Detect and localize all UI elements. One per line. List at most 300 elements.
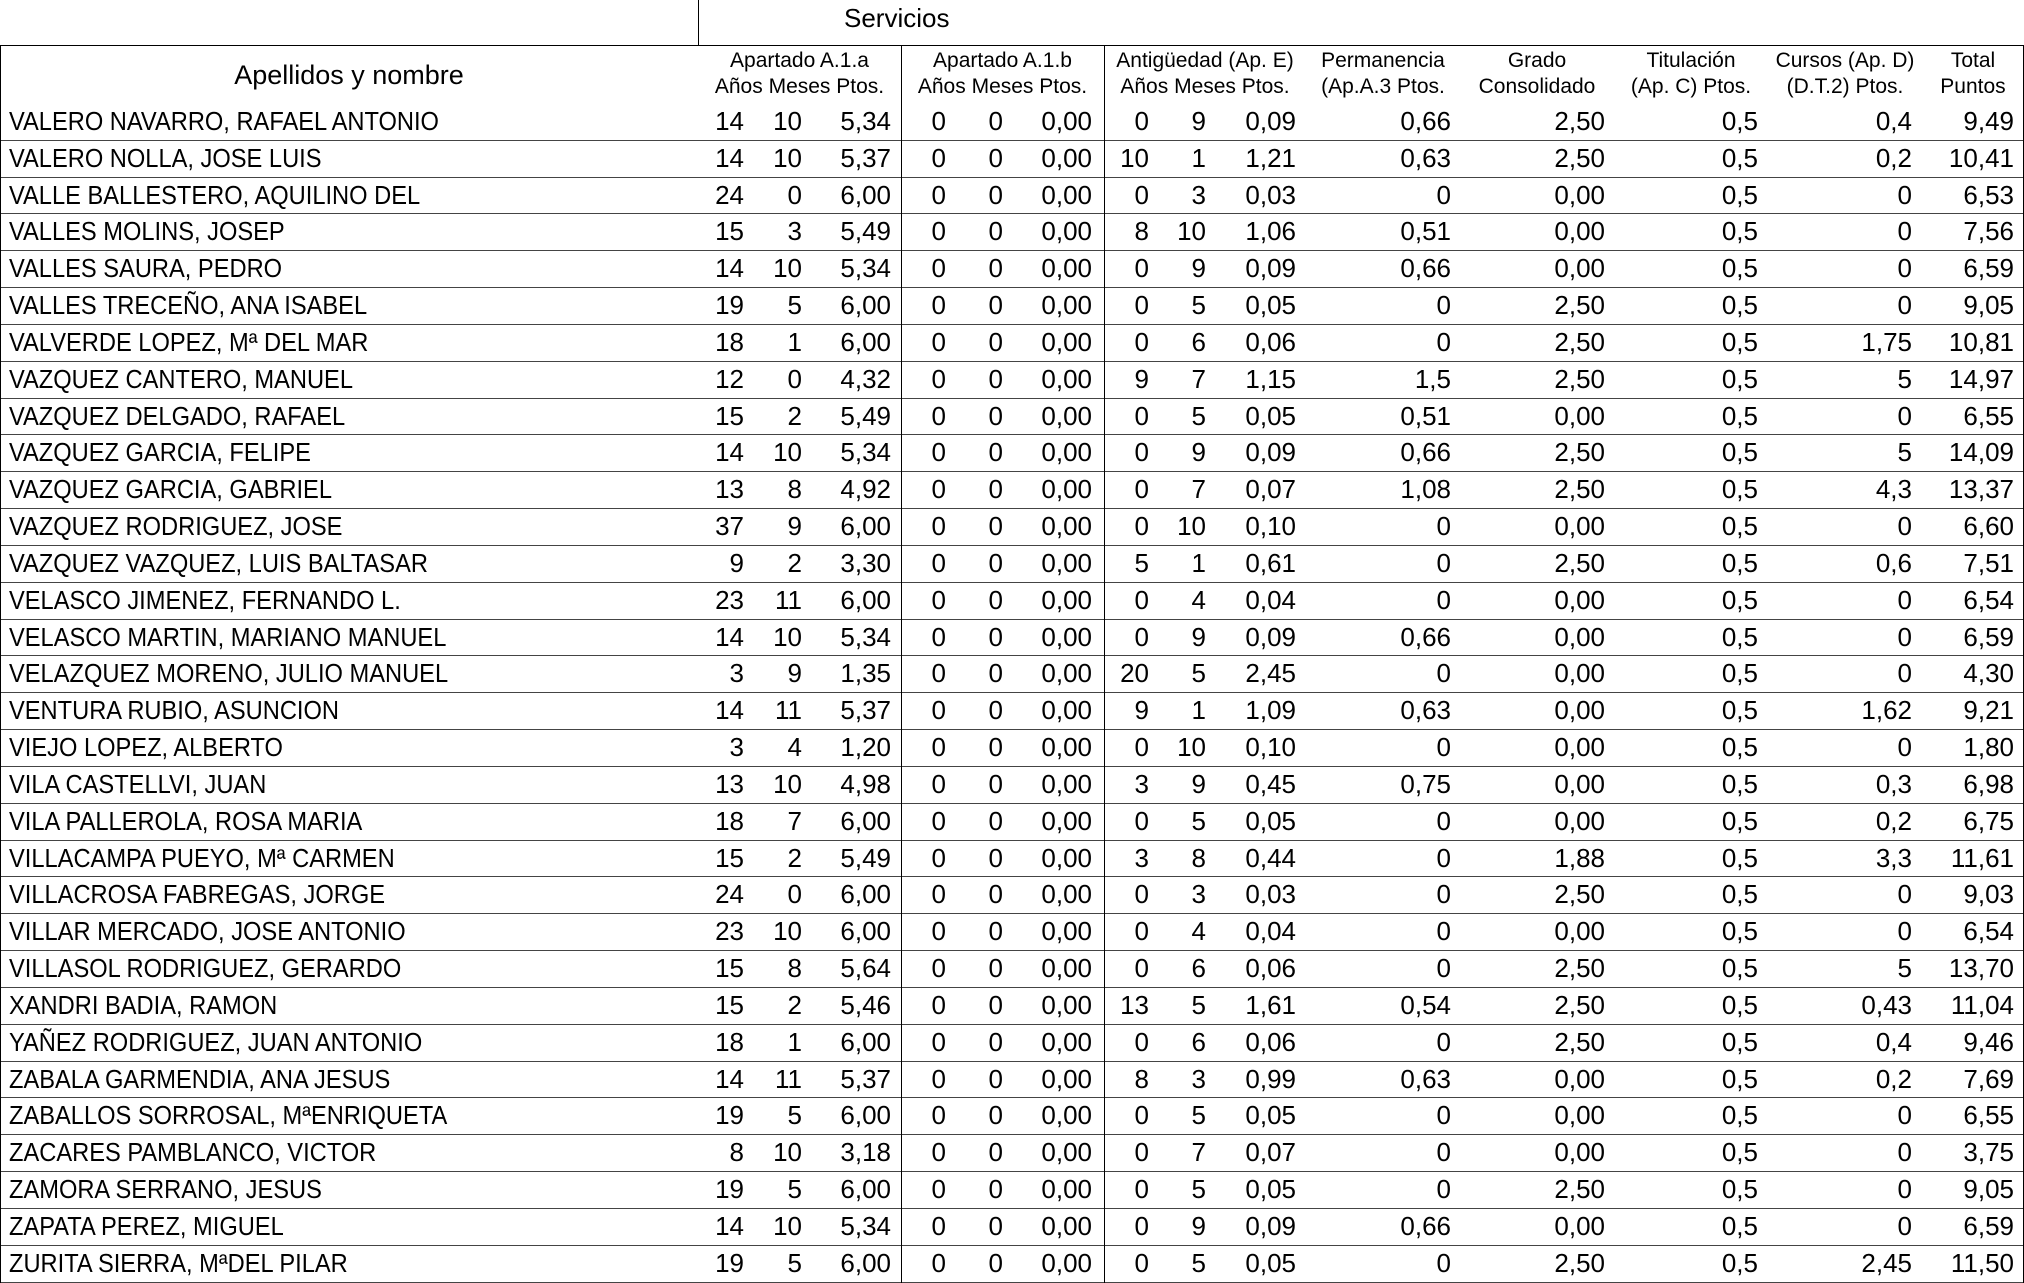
titulacion-cell: 0,5 [1721,1026,1758,1057]
a1a-ptos-cell: 6,00 [840,805,891,836]
antiguedad-ptos-cell: 0,06 [1245,953,1296,984]
a1a-anos-cell: 14 [715,437,744,468]
antiguedad-anos-cell: 0 [1134,1210,1149,1241]
a1a-anos-cell: 13 [715,474,744,505]
antiguedad-meses-cell: 6 [1191,953,1206,984]
table-row [0,914,2024,951]
antiguedad-meses-cell: 9 [1191,437,1206,468]
antiguedad-anos-cell: 9 [1134,695,1149,726]
cursos-cell: 0 [1897,621,1912,652]
name-cell [0,141,698,177]
grado-consolidado-cell: 2,50 [1554,953,1605,984]
permanencia-cell: 0,51 [1400,216,1451,247]
permanencia-cell: 0 [1436,584,1451,615]
total-puntos-cell: 7,56 [1963,216,2014,247]
antiguedad-meses-cell: 5 [1191,1174,1206,1205]
antiguedad-meses-cell: 1 [1191,547,1206,578]
permanencia-cell: 0,66 [1400,106,1451,136]
antiguedad-meses-cell: 8 [1191,842,1206,873]
antiguedad-anos-cell: 0 [1134,437,1149,468]
header-line2: Consolidado [1478,75,1596,98]
a1b-meses-cell: 0 [988,400,1003,431]
titulacion-cell: 0,5 [1721,695,1758,726]
a1a-anos-cell: 24 [715,879,744,910]
permanencia-cell: 0 [1436,805,1451,836]
person-name: YAÑEZ RODRIGUEZ, JUAN ANTONIO [9,1026,423,1057]
a1a-anos-cell: 15 [715,989,744,1020]
antiguedad-anos-cell: 0 [1134,400,1149,431]
a1b-meses-cell: 0 [988,1137,1003,1168]
antiguedad-meses-cell: 3 [1191,879,1206,910]
a1b-ptos-cell: 0,00 [1041,768,1092,799]
permanencia-cell: 0,66 [1400,437,1451,468]
a1b-anos-cell: 0 [931,1247,946,1278]
a1a-ptos-cell: 6,00 [840,290,891,321]
antiguedad-anos-cell: 13 [1120,989,1149,1020]
cursos-cell: 0,6 [1875,547,1912,578]
antiguedad-ptos-cell: 1,61 [1245,989,1296,1020]
a1b-ptos-cell: 0,00 [1041,363,1092,394]
grado-consolidado-cell: 0,00 [1554,1210,1605,1241]
a1b-ptos-cell: 0,00 [1041,1137,1092,1168]
a1b-meses-cell: 0 [988,106,1003,136]
antiguedad-ptos-cell: 0,05 [1245,1174,1296,1205]
a1a-meses-cell: 1 [787,1026,802,1057]
antiguedad-meses-cell: 10 [1177,216,1206,247]
permanencia-cell: 0,63 [1400,695,1451,726]
a1a-ptos-cell: 4,98 [840,768,891,799]
person-name: VAZQUEZ GARCIA, GABRIEL [9,474,332,505]
header-line2: Puntos [1940,75,2006,98]
a1a-meses-cell: 5 [787,290,802,321]
name-cell [0,546,698,582]
table-row [0,362,2024,399]
a1a-meses-cell: 5 [787,1174,802,1205]
name-cell [0,951,698,987]
grado-consolidado-cell: 0,00 [1554,1063,1605,1094]
table-row [0,509,2024,546]
cursos-cell: 5 [1897,437,1912,468]
titulacion-cell: 0,5 [1721,1247,1758,1278]
antiguedad-ptos-cell: 0,07 [1245,474,1296,505]
person-name: ZAPATA PEREZ, MIGUEL [9,1210,284,1241]
antiguedad-meses-cell: 3 [1191,179,1206,210]
a1b-meses-cell: 0 [988,511,1003,542]
a1b-meses-cell: 0 [988,1026,1003,1057]
a1a-meses-cell: 3 [787,216,802,247]
table-row [0,730,2024,767]
antiguedad-meses-cell: 9 [1191,106,1206,136]
cursos-cell: 0 [1897,179,1912,210]
table-row [0,767,2024,804]
a1a-meses-cell: 10 [773,1137,802,1168]
table-row [0,1062,2024,1099]
permanencia-cell: 0 [1436,1100,1451,1131]
a1a-anos-cell: 9 [729,547,744,578]
a1a-meses-cell: 5 [787,1247,802,1278]
grado-consolidado-cell: 2,50 [1554,326,1605,357]
a1a-ptos-cell: 5,49 [840,216,891,247]
a1b-meses-cell: 0 [988,1100,1003,1131]
a1b-ptos-cell: 0,00 [1041,621,1092,652]
table-row [0,546,2024,583]
table-row [0,1246,2024,1283]
name-cell [0,1098,698,1134]
cursos-cell: 0 [1897,216,1912,247]
a1b-meses-cell: 0 [988,584,1003,615]
antiguedad-anos-cell: 0 [1134,1100,1149,1131]
table-row [0,214,2024,251]
titulacion-cell: 0,5 [1721,1210,1758,1241]
table-row [0,1209,2024,1246]
a1b-ptos-cell: 0,00 [1041,953,1092,984]
person-name: VILLACROSA FABREGAS, JORGE [9,879,386,910]
antiguedad-meses-cell: 10 [1177,511,1206,542]
header-line1: Apartado A.1.b [933,49,1072,72]
a1a-meses-cell: 2 [787,989,802,1020]
antiguedad-ptos-cell: 0,05 [1245,805,1296,836]
a1a-anos-cell: 13 [715,768,744,799]
a1a-anos-cell: 8 [729,1137,744,1168]
name-cell [0,1246,698,1282]
section-label: Servicios [844,3,950,33]
permanencia-cell: 0 [1436,842,1451,873]
total-puntos-cell: 9,03 [1963,879,2014,910]
grado-consolidado-cell: 2,50 [1554,547,1605,578]
a1b-ptos-cell: 0,00 [1041,253,1092,284]
header-name-column: Apellidos y nombre [234,60,464,90]
person-name: VIEJO LOPEZ, ALBERTO [9,732,283,763]
a1a-anos-cell: 15 [715,842,744,873]
antiguedad-ptos-cell: 0,05 [1245,1100,1296,1131]
a1a-ptos-cell: 3,30 [840,547,891,578]
grado-consolidado-cell: 2,50 [1554,437,1605,468]
a1b-anos-cell: 0 [931,106,946,136]
permanencia-cell: 0,63 [1400,1063,1451,1094]
antiguedad-ptos-cell: 0,03 [1245,179,1296,210]
total-puntos-cell: 11,04 [1950,989,2014,1020]
person-name: XANDRI BADIA, RAMON [9,989,278,1020]
grado-consolidado-cell: 0,00 [1554,1137,1605,1168]
a1b-ptos-cell: 0,00 [1041,916,1092,947]
permanencia-cell: 1,08 [1400,474,1451,505]
cursos-cell: 5 [1897,363,1912,394]
table-left-border [0,46,1,1283]
name-cell [0,288,698,324]
titulacion-cell: 0,5 [1721,879,1758,910]
antiguedad-anos-cell: 0 [1134,805,1149,836]
a1b-ptos-cell: 0,00 [1041,216,1092,247]
antiguedad-ptos-cell: 1,21 [1245,142,1296,173]
a1a-anos-cell: 3 [729,658,744,689]
a1b-anos-cell: 0 [931,695,946,726]
cursos-cell: 5 [1897,953,1912,984]
antiguedad-anos-cell: 5 [1134,547,1149,578]
person-name: VALERO NAVARRO, RAFAEL ANTONIO [9,106,439,136]
a1a-anos-cell: 15 [715,216,744,247]
a1b-ptos-cell: 0,00 [1041,695,1092,726]
person-name: VILLAR MERCADO, JOSE ANTONIO [9,916,406,947]
a1a-ptos-cell: 4,92 [840,474,891,505]
a1b-meses-cell: 0 [988,253,1003,284]
header-line2: (Ap.A.3 Ptos. [1321,75,1445,98]
permanencia-cell: 0 [1436,658,1451,689]
a1a-ptos-cell: 6,00 [840,879,891,910]
grado-consolidado-cell: 2,50 [1554,363,1605,394]
name-cell [0,841,698,877]
name-cell [0,1172,698,1208]
table-row [0,1098,2024,1135]
a1a-meses-cell: 9 [787,658,802,689]
table-row [0,951,2024,988]
person-name: VELASCO MARTIN, MARIANO MANUEL [9,621,447,652]
a1a-anos-cell: 19 [715,290,744,321]
permanencia-cell: 0,54 [1400,989,1451,1020]
cursos-cell: 0 [1897,1100,1912,1131]
a1b-anos-cell: 0 [931,1137,946,1168]
total-puntos-cell: 6,54 [1963,916,2014,947]
titulacion-cell: 0,5 [1721,584,1758,615]
a1a-anos-cell: 19 [715,1174,744,1205]
a1a-anos-cell: 23 [715,916,744,947]
antiguedad-anos-cell: 0 [1134,290,1149,321]
column-divider-line [901,46,902,1283]
a1b-anos-cell: 0 [931,842,946,873]
person-name: VAZQUEZ DELGADO, RAFAEL [9,400,346,431]
a1a-anos-cell: 14 [715,621,744,652]
a1a-meses-cell: 10 [773,253,802,284]
antiguedad-ptos-cell: 0,61 [1245,547,1296,578]
header-line2: Años Meses Ptos. [1120,75,1290,98]
total-puntos-cell: 9,46 [1963,1026,2014,1057]
a1b-meses-cell: 0 [988,768,1003,799]
total-puntos-cell: 6,55 [1963,400,2014,431]
permanencia-cell: 0,66 [1400,1210,1451,1241]
a1a-ptos-cell: 1,35 [840,658,891,689]
a1b-anos-cell: 0 [931,658,946,689]
antiguedad-anos-cell: 8 [1134,1063,1149,1094]
table-row [0,472,2024,509]
total-puntos-cell: 9,21 [1963,695,2014,726]
person-name: VELASCO JIMENEZ, FERNANDO L. [9,584,401,615]
person-name: VALLES TRECEÑO, ANA ISABEL [9,290,368,321]
person-name: VENTURA RUBIO, ASUNCION [9,695,339,726]
total-puntos-cell: 14,97 [1948,363,2014,394]
permanencia-cell: 0 [1436,879,1451,910]
a1a-anos-cell: 15 [715,400,744,431]
header-apartado-a1a [698,46,901,104]
a1a-meses-cell: 10 [773,768,802,799]
header-grado-consolidado [1460,46,1614,104]
cursos-cell: 0 [1897,253,1912,284]
name-cell [0,1135,698,1171]
a1b-meses-cell: 0 [988,1063,1003,1094]
grado-consolidado-cell: 0,00 [1554,658,1605,689]
permanencia-cell: 0 [1436,1247,1451,1278]
header-line1: Total [1950,49,1996,72]
total-puntos-cell: 10,41 [1948,142,2014,173]
a1a-meses-cell: 0 [787,363,802,394]
grado-consolidado-cell: 0,00 [1554,732,1605,763]
a1a-meses-cell: 11 [775,584,802,615]
permanencia-cell: 0 [1436,732,1451,763]
a1b-ptos-cell: 0,00 [1041,1063,1092,1094]
antiguedad-meses-cell: 5 [1191,400,1206,431]
a1b-anos-cell: 0 [931,989,946,1020]
antiguedad-anos-cell: 20 [1120,658,1149,689]
antiguedad-anos-cell: 9 [1134,363,1149,394]
total-puntos-cell: 13,37 [1948,474,2014,505]
table-row [0,656,2024,693]
permanencia-cell: 0 [1436,1174,1451,1205]
grado-consolidado-cell: 0,00 [1554,216,1605,247]
a1b-ptos-cell: 0,00 [1041,142,1092,173]
table-row [0,104,2024,141]
a1a-meses-cell: 10 [773,1210,802,1241]
antiguedad-meses-cell: 5 [1191,1247,1206,1278]
a1a-ptos-cell: 5,46 [840,989,891,1020]
grado-consolidado-cell: 2,50 [1554,1174,1605,1205]
total-puntos-cell: 1,80 [1963,732,2014,763]
antiguedad-meses-cell: 6 [1191,326,1206,357]
antiguedad-ptos-cell: 0,05 [1245,400,1296,431]
header-line2: (Ap. C) Ptos. [1630,75,1752,98]
a1a-anos-cell: 3 [729,732,744,763]
cursos-cell: 0,43 [1861,989,1912,1020]
total-puntos-cell: 9,49 [1963,106,2014,136]
a1b-ptos-cell: 0,00 [1041,437,1092,468]
a1b-meses-cell: 0 [988,1247,1003,1278]
a1a-ptos-cell: 6,00 [840,1100,891,1131]
a1a-anos-cell: 14 [715,142,744,173]
titulacion-cell: 0,5 [1721,989,1758,1020]
a1b-ptos-cell: 0,00 [1041,474,1092,505]
antiguedad-ptos-cell: 1,15 [1245,363,1296,394]
a1b-anos-cell: 0 [931,474,946,505]
table-row [0,178,2024,215]
a1b-anos-cell: 0 [931,768,946,799]
name-cell [0,767,698,803]
a1a-ptos-cell: 5,34 [840,621,891,652]
column-divider-line [1104,46,1105,1283]
antiguedad-ptos-cell: 2,45 [1245,658,1296,689]
a1b-anos-cell: 0 [931,179,946,210]
total-puntos-cell: 6,59 [1963,253,2014,284]
header-line1: Grado [1507,49,1567,72]
antiguedad-ptos-cell: 0,07 [1245,1137,1296,1168]
a1b-anos-cell: 0 [931,1063,946,1094]
a1b-anos-cell: 0 [931,142,946,173]
a1a-anos-cell: 15 [715,953,744,984]
person-name: VALLES MOLINS, JOSEP [9,216,285,247]
a1b-meses-cell: 0 [988,216,1003,247]
table-row [0,877,2024,914]
name-cell [0,178,698,214]
cursos-cell: 1,62 [1861,695,1912,726]
antiguedad-anos-cell: 0 [1134,1247,1149,1278]
cursos-cell: 4,3 [1875,474,1912,505]
antiguedad-meses-cell: 5 [1191,290,1206,321]
name-cell [0,620,698,656]
antiguedad-meses-cell: 5 [1191,805,1206,836]
antiguedad-meses-cell: 9 [1191,768,1206,799]
antiguedad-meses-cell: 7 [1191,363,1206,394]
total-puntos-cell: 14,09 [1948,437,2014,468]
titulacion-cell: 0,5 [1721,1100,1758,1131]
antiguedad-meses-cell: 7 [1191,474,1206,505]
antiguedad-ptos-cell: 0,09 [1245,1210,1296,1241]
person-name: ZABALA GARMENDIA, ANA JESUS [9,1063,391,1094]
titulacion-cell: 0,5 [1721,216,1758,247]
total-puntos-cell: 6,55 [1963,1100,2014,1131]
antiguedad-anos-cell: 0 [1134,1026,1149,1057]
person-name: VAZQUEZ RODRIGUEZ, JOSE [9,511,343,542]
a1b-meses-cell: 0 [988,989,1003,1020]
antiguedad-ptos-cell: 0,45 [1245,768,1296,799]
name-cell [0,877,698,913]
a1b-anos-cell: 0 [931,1100,946,1131]
header-cursos [1768,46,1922,104]
a1b-ptos-cell: 0,00 [1041,179,1092,210]
permanencia-cell: 0 [1436,290,1451,321]
a1b-ptos-cell: 0,00 [1041,106,1092,136]
header-total-puntos [1922,46,2024,104]
antiguedad-ptos-cell: 0,44 [1245,842,1296,873]
grado-consolidado-cell: 0,00 [1554,768,1605,799]
person-name: VILA CASTELLVI, JUAN [9,768,267,799]
a1a-ptos-cell: 3,18 [840,1137,891,1168]
person-name: ZACARES PAMBLANCO, VICTOR [9,1137,377,1168]
antiguedad-anos-cell: 0 [1134,106,1149,136]
cursos-cell: 0 [1897,400,1912,431]
a1a-ptos-cell: 5,37 [840,142,891,173]
grado-consolidado-cell: 2,50 [1554,474,1605,505]
name-cell [0,730,698,766]
antiguedad-anos-cell: 0 [1134,879,1149,910]
antiguedad-meses-cell: 5 [1191,1100,1206,1131]
titulacion-cell: 0,5 [1721,916,1758,947]
name-cell [0,104,698,140]
titulacion-cell: 0,5 [1721,547,1758,578]
cursos-cell: 3,3 [1875,842,1912,873]
cursos-cell: 0,2 [1875,1063,1912,1094]
a1a-anos-cell: 24 [715,179,744,210]
a1a-anos-cell: 18 [715,326,744,357]
antiguedad-ptos-cell: 0,06 [1245,326,1296,357]
cursos-cell: 0,4 [1875,1026,1912,1057]
a1a-anos-cell: 14 [715,253,744,284]
cursos-cell: 1,75 [1861,326,1912,357]
a1a-meses-cell: 11 [775,695,802,726]
a1b-ptos-cell: 0,00 [1041,1210,1092,1241]
cursos-cell: 0 [1897,916,1912,947]
a1a-anos-cell: 14 [715,695,744,726]
a1a-meses-cell: 2 [787,400,802,431]
titulacion-cell: 0,5 [1721,1137,1758,1168]
antiguedad-ptos-cell: 0,04 [1245,584,1296,615]
name-cell [0,583,698,619]
table-header [0,46,2024,104]
antiguedad-meses-cell: 7 [1191,1137,1206,1168]
a1b-meses-cell: 0 [988,842,1003,873]
a1b-ptos-cell: 0,00 [1041,732,1092,763]
person-name: VALLES SAURA, PEDRO [9,253,283,284]
antiguedad-meses-cell: 9 [1191,253,1206,284]
a1a-meses-cell: 10 [773,106,802,136]
a1a-ptos-cell: 5,49 [840,842,891,873]
antiguedad-meses-cell: 1 [1191,695,1206,726]
a1b-meses-cell: 0 [988,879,1003,910]
